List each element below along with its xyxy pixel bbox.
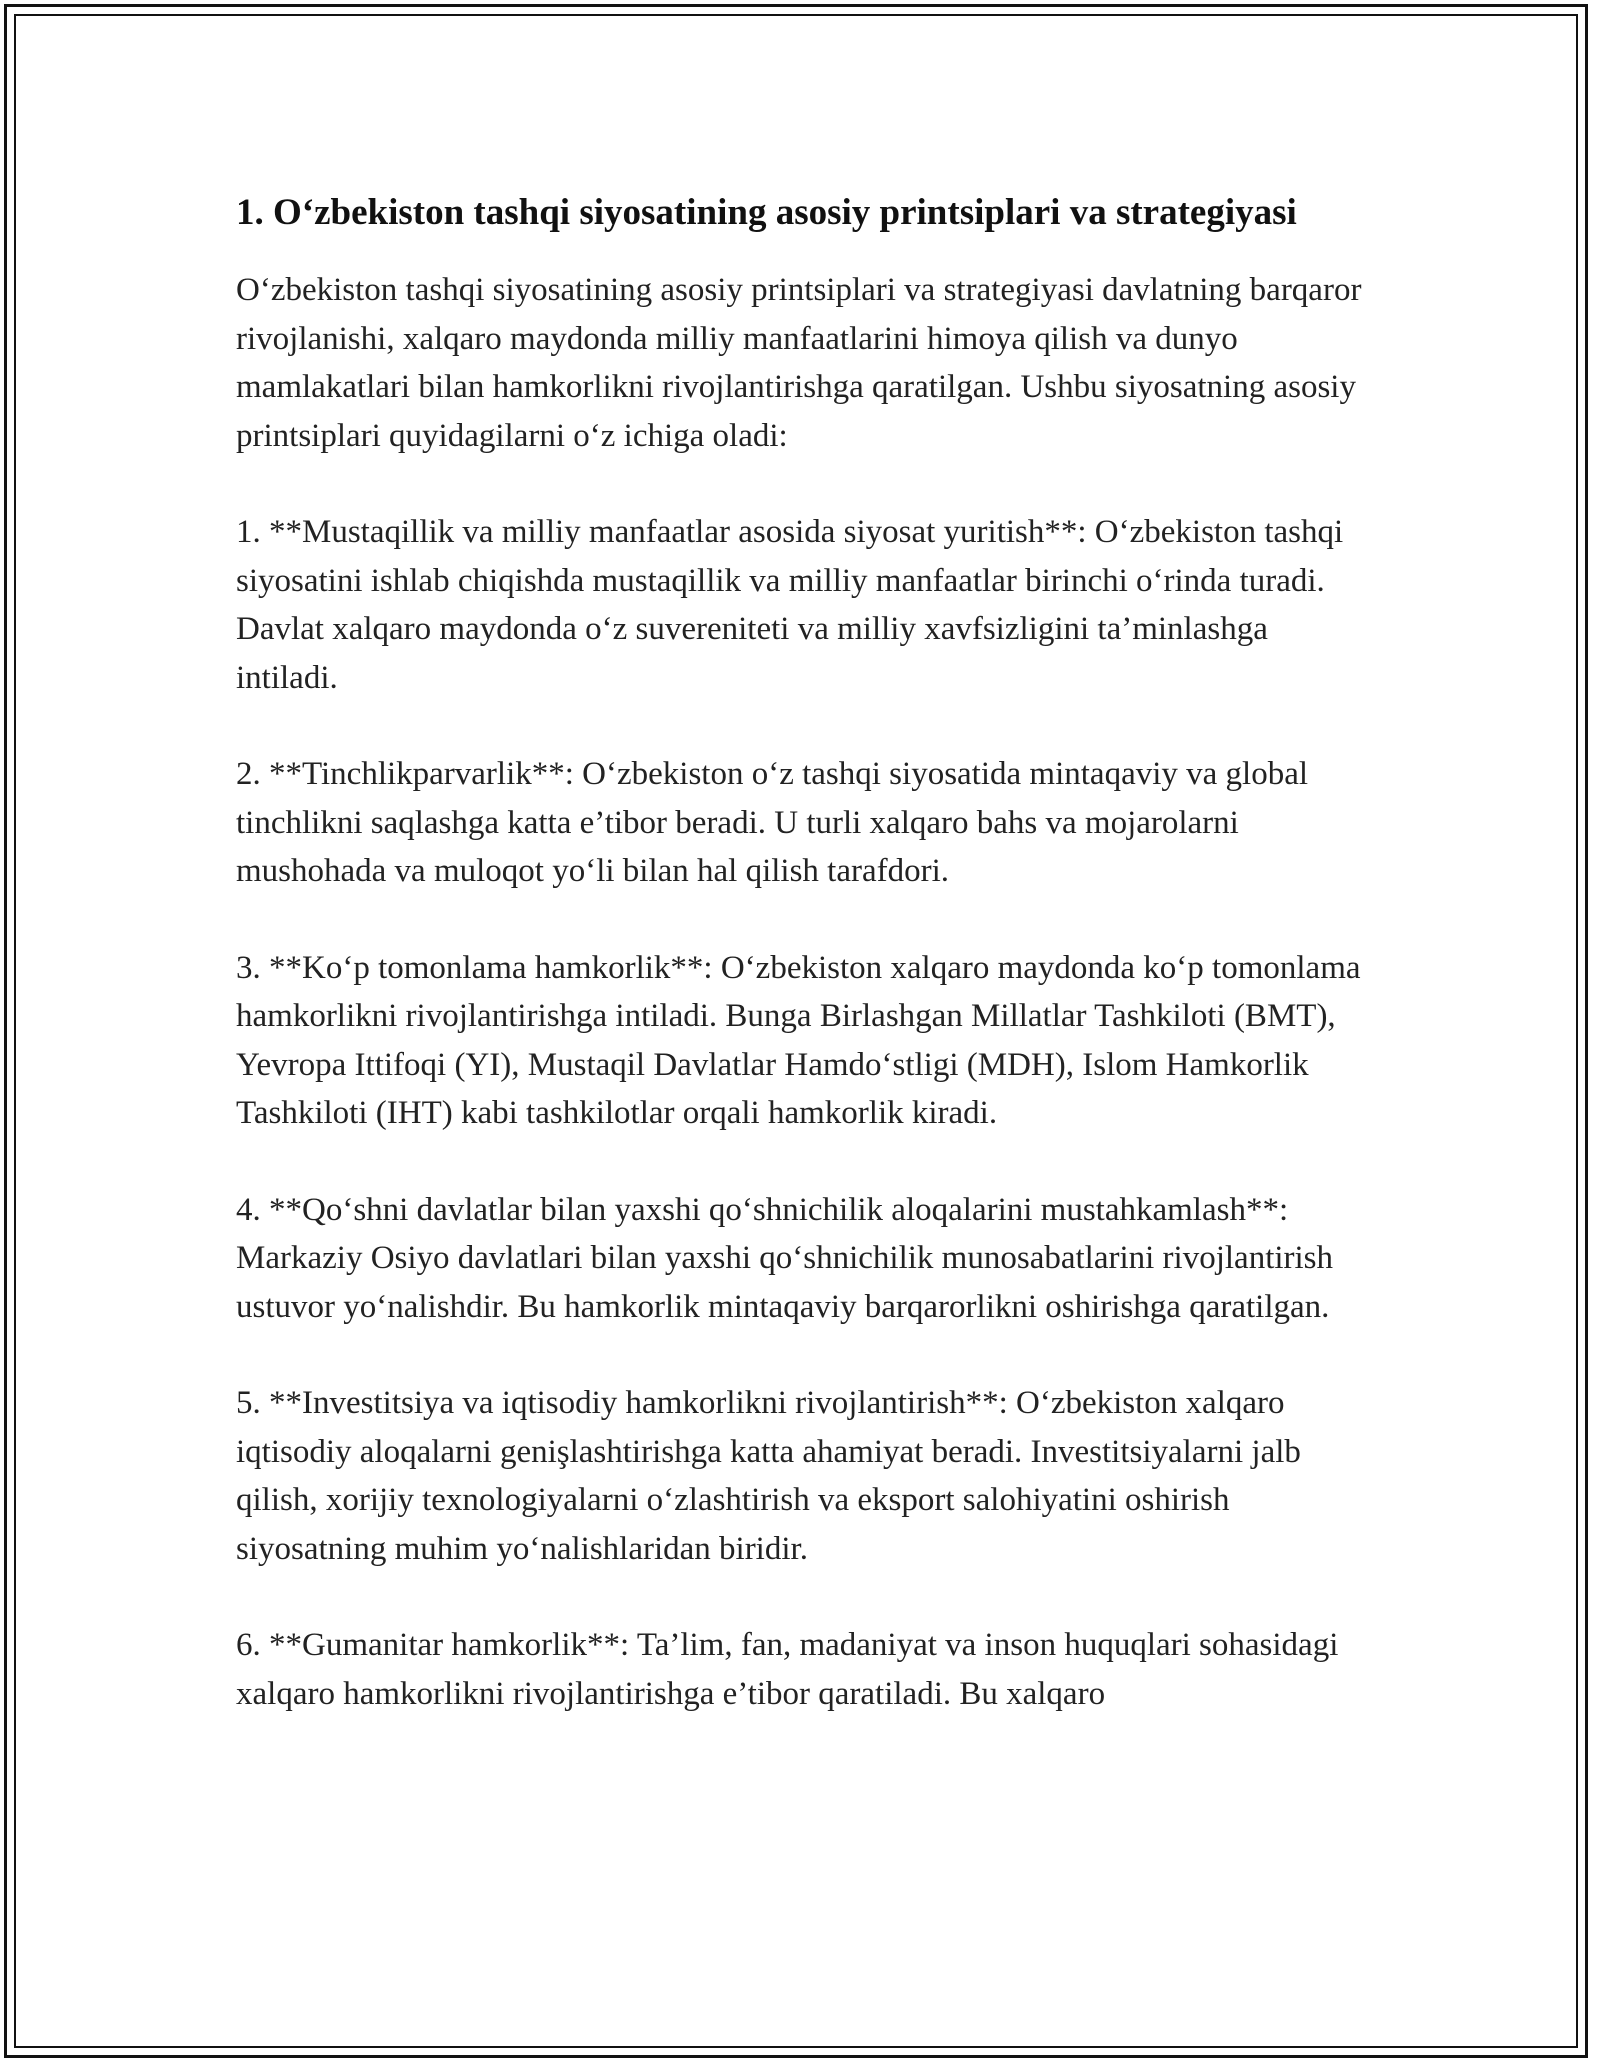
principle-5-paragraph: 5. **Investitsiya va iqtisodiy hamkorlikni rivojlantirish**: O‘zbekiston xalqaro iqtisodiy aloqalarni genişlashtirishga katta ahamiyat beradi. Investitsiyalarni jalb qilish, xorijiy texnologiyalarni o‘zlashtirish va eksport salohiyatini oshirish siyosatning muhim yo‘nalishlaridan biridir. — [236, 1385, 1301, 1567]
principle-1-paragraph: 1. **Mustaqillik va milliy manfaatlar asosida siyosat yuritish**: O‘zbekiston tashqi siyosatini ishlab chiqishda mustaqillik va milliy manfaatlar birinchi o‘rinda turadi. Davlat xalqaro maydonda o‘z suvereniteti va milliy xavfsizligini ta’minlashga intiladi. — [236, 514, 1344, 696]
principle-4-paragraph: 4. **Qo‘shni davlatlar bilan yaxshi qo‘shnichilik aloqalarini mustahkamlash**: Markaziy Osiyo davlatlari bilan yaxshi qo‘shnichilik munosabatlarini rivojlantirish ustuvor yo‘nalishdir. Bu hamkorlik mintaqaviy barqarorlikni oshirishga qaratilgan. — [236, 1191, 1334, 1325]
principle-6-paragraph: 6. **Gumanitar hamkorlik**: Ta’lim, fan, madaniyat va inson huquqlari sohasidagi xalqaro hamkorlikni rivojlantirishga e’tibor qaratiladi. Bu xalqaro — [236, 1627, 1339, 1712]
intro-paragraph: O‘zbekiston tashqi siyosatining asosiy printsiplari va strategiyasi davlatning barqaror rivojlanishi, xalqaro maydonda milliy manfaatlarini himoya qilish va dunyo mamlakatlari bilan hamkorlikni rivojlantirishga qaratilgan. Ushbu siyosatning asosiy printsiplari quyidagilarni o‘z ichiga oladi: — [236, 272, 1362, 454]
principle-2-paragraph: 2. **Tinchlikparvarlik**: O‘zbekiston o‘z tashqi siyosatida mintaqaviy va global tinchlikni saqlashga katta e’tibor beradi. U turli xalqaro bahs va mojarolarni mushohada va muloqot yo‘li bilan hal qilish tarafdori. — [236, 756, 1309, 889]
section-heading: 1. O‘zbekiston tashqi siyosatining asosiy printsiplari va strategiyasi — [236, 192, 1297, 233]
document-body — [236, 186, 1376, 1766]
principle-3-paragraph: 3. **Ko‘p tomonlama hamkorlik**: O‘zbekiston xalqaro maydonda ko‘p tomonlama hamkorlikni rivojlantirishga intiladi. Bunga Birlashgan Millatlar Tashkiloti (BMT), Yevropa Ittifoqi (YI), Mustaqil Davlatlar Hamdo‘stligi (MDH), Islom Hamkorlik Tashkiloti (IHT) kabi tashkilotlar orqali hamkorlik kiradi. — [236, 949, 1361, 1131]
